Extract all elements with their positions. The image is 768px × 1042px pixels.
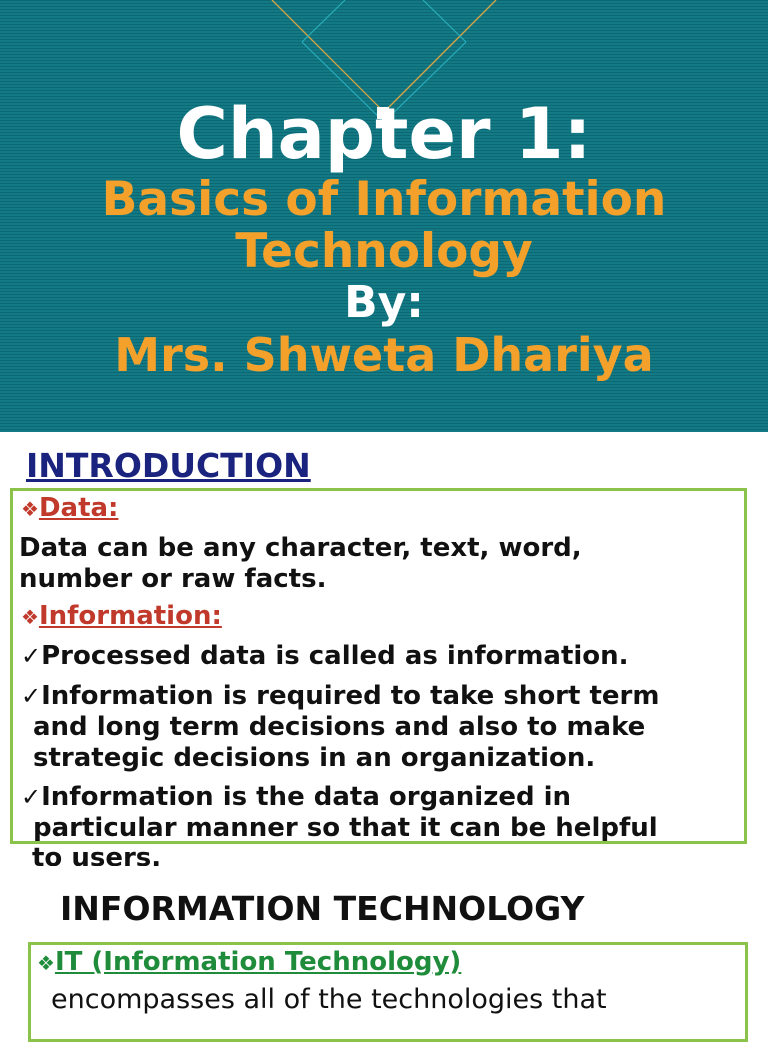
slide-title: Chapter 1: xyxy=(176,93,592,175)
it-heading: INFORMATION TECHNOLOGY xyxy=(60,889,585,928)
diamond-bullet-icon: ❖ xyxy=(37,951,55,975)
data-label: Data: xyxy=(38,493,119,523)
data-text-line-1: Data can be any character, text, word, xyxy=(19,533,582,563)
introduction-heading: INTRODUCTION xyxy=(26,446,311,485)
introduction-box xyxy=(10,488,747,844)
info-point-2-line-3: strategic decisions in an organization. xyxy=(33,743,596,773)
info-point-3-line-1: ✓Information is the data organized in xyxy=(21,782,572,812)
it-label: IT (Information Technology) xyxy=(54,947,462,977)
information-label: Information: xyxy=(38,601,222,631)
author-name: Mrs. Shweta Dhariya xyxy=(114,328,654,382)
checkmark-icon: ✓ xyxy=(21,682,42,710)
info-point-2-line-1: ✓Information is required to take short term xyxy=(21,681,660,711)
it-text-line-1: encompasses all of the technologies that xyxy=(51,984,607,1015)
slide-subtitle xyxy=(0,174,768,278)
diamond-bullet-icon: ❖ xyxy=(21,497,39,521)
diamond-bullet-icon: ❖ xyxy=(21,605,39,629)
title-slide xyxy=(0,0,768,432)
it-box xyxy=(28,942,748,1042)
subtitle-line-1: Basics of Information xyxy=(101,172,667,227)
info-point-2-line-2: and long term decisions and also to make xyxy=(33,712,646,742)
by-label: By: xyxy=(344,277,424,328)
info-point-3-line-2: particular manner so that it can be helpful xyxy=(33,813,658,843)
info-point-3-line-3: to users. xyxy=(32,843,162,866)
data-label-row xyxy=(21,493,118,525)
information-label-row xyxy=(21,601,222,633)
data-text-line-2: number or raw facts. xyxy=(19,564,327,594)
checkmark-icon: ✓ xyxy=(21,642,42,670)
info-point-1: ✓Processed data is called as information. xyxy=(21,641,629,671)
subtitle-line-2: Technology xyxy=(235,224,533,279)
it-label-row xyxy=(37,947,461,979)
checkmark-icon: ✓ xyxy=(21,783,42,811)
